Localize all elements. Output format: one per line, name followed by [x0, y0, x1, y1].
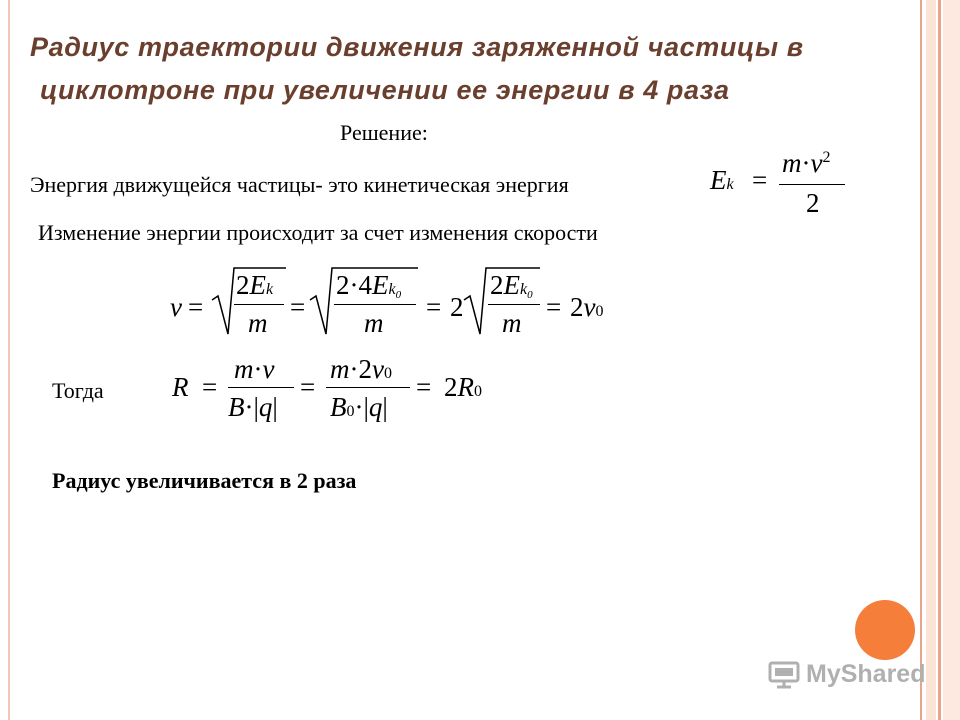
watermark-logo — [768, 657, 925, 691]
watermark-text: MyShared — [806, 659, 926, 688]
energy-text: Энергия движущейся частицы- это кинетическая энергия — [30, 172, 569, 197]
presentation-icon — [768, 659, 800, 689]
solution-label: Решение: — [340, 120, 428, 145]
title-line-2: циклотроне при увеличении ее энергии в 4 раза — [40, 75, 730, 105]
conclusion-text: Радиус увеличивается в 2 раза — [52, 468, 357, 493]
then-label: Тогда — [52, 378, 104, 403]
change-text: Изменение энергии происходит за счет изменения скорости — [38, 220, 598, 245]
decor-circle — [855, 600, 915, 660]
title-line-1: Радиус траектории движения заряженной частицы в — [30, 32, 804, 62]
formula-kinetic: Ek = $m\cdot v^2$ 2 — [706, 150, 866, 230]
formula-velocity: v = 2Ek m = $2\cdot 4Ek_0$ m = 2 $2Ek_0$ m = 2v0 — [170, 270, 604, 338]
formula-radius: R = m·v B·|q| = m·2v0 B0·|q| = 2R0 — [172, 354, 482, 422]
